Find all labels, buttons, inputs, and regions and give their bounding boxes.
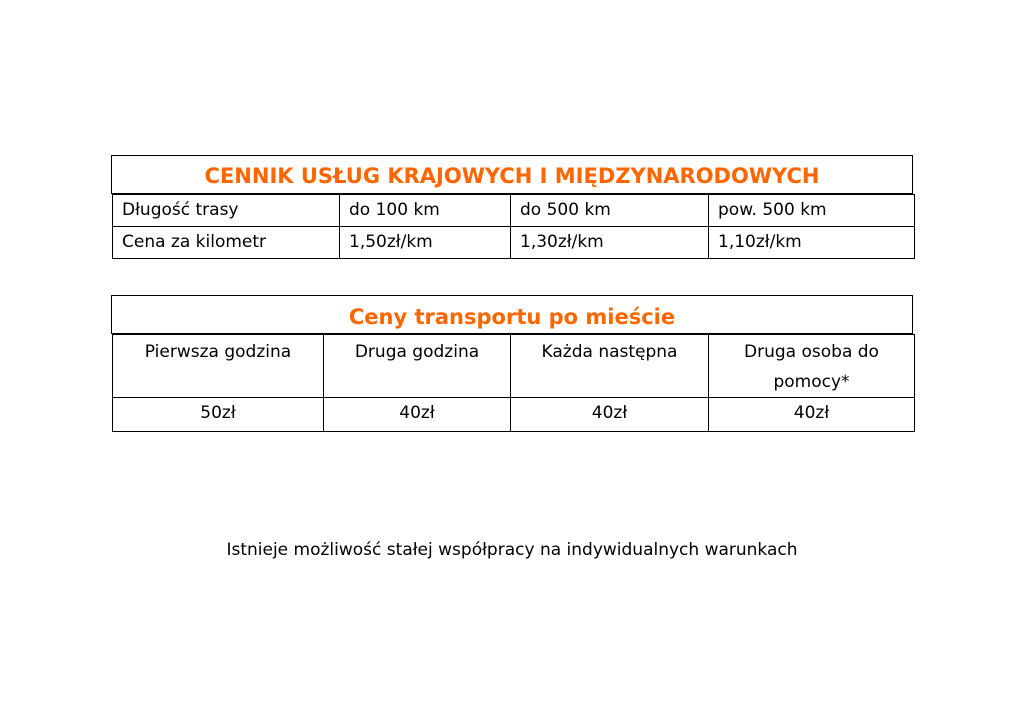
table-row: [113, 195, 915, 227]
table-cell: 1,50zł/km: [340, 227, 511, 259]
table-row: [113, 398, 915, 432]
domestic-pricing-table: [112, 194, 915, 259]
table-cell: 1,30zł/km: [511, 227, 709, 259]
table-cell: do 500 km: [511, 195, 709, 227]
city-transport-title: Ceny transportu po mieście: [111, 295, 913, 334]
table-cell: do 100 km: [340, 195, 511, 227]
domestic-pricing-title: CENNIK USŁUG KRAJOWYCH I MIĘDZYNARODOWYCH: [111, 155, 913, 194]
table-header-cell: Druga osoba do pomocy*: [709, 335, 915, 398]
table-cell: pow. 500 km: [709, 195, 915, 227]
cooperation-note: Istnieje możliwość stałej współpracy na indywidualnych warunkach: [226, 540, 798, 560]
table-cell: 50zł: [113, 398, 324, 432]
table-header-row: [113, 335, 915, 398]
table-cell: Długość trasy: [113, 195, 340, 227]
table-row: [113, 227, 915, 259]
table-cell: Cena za kilometr: [113, 227, 340, 259]
table-cell: 40zł: [511, 398, 709, 432]
city-transport-table: [112, 334, 915, 432]
table-header-cell: Druga godzina: [324, 335, 511, 398]
table-cell: 1,10zł/km: [709, 227, 915, 259]
table-header-cell: Pierwsza godzina: [113, 335, 324, 398]
table-header-cell: Każda następna: [511, 335, 709, 398]
table-cell: 40zł: [324, 398, 511, 432]
table-cell: 40zł: [709, 398, 915, 432]
